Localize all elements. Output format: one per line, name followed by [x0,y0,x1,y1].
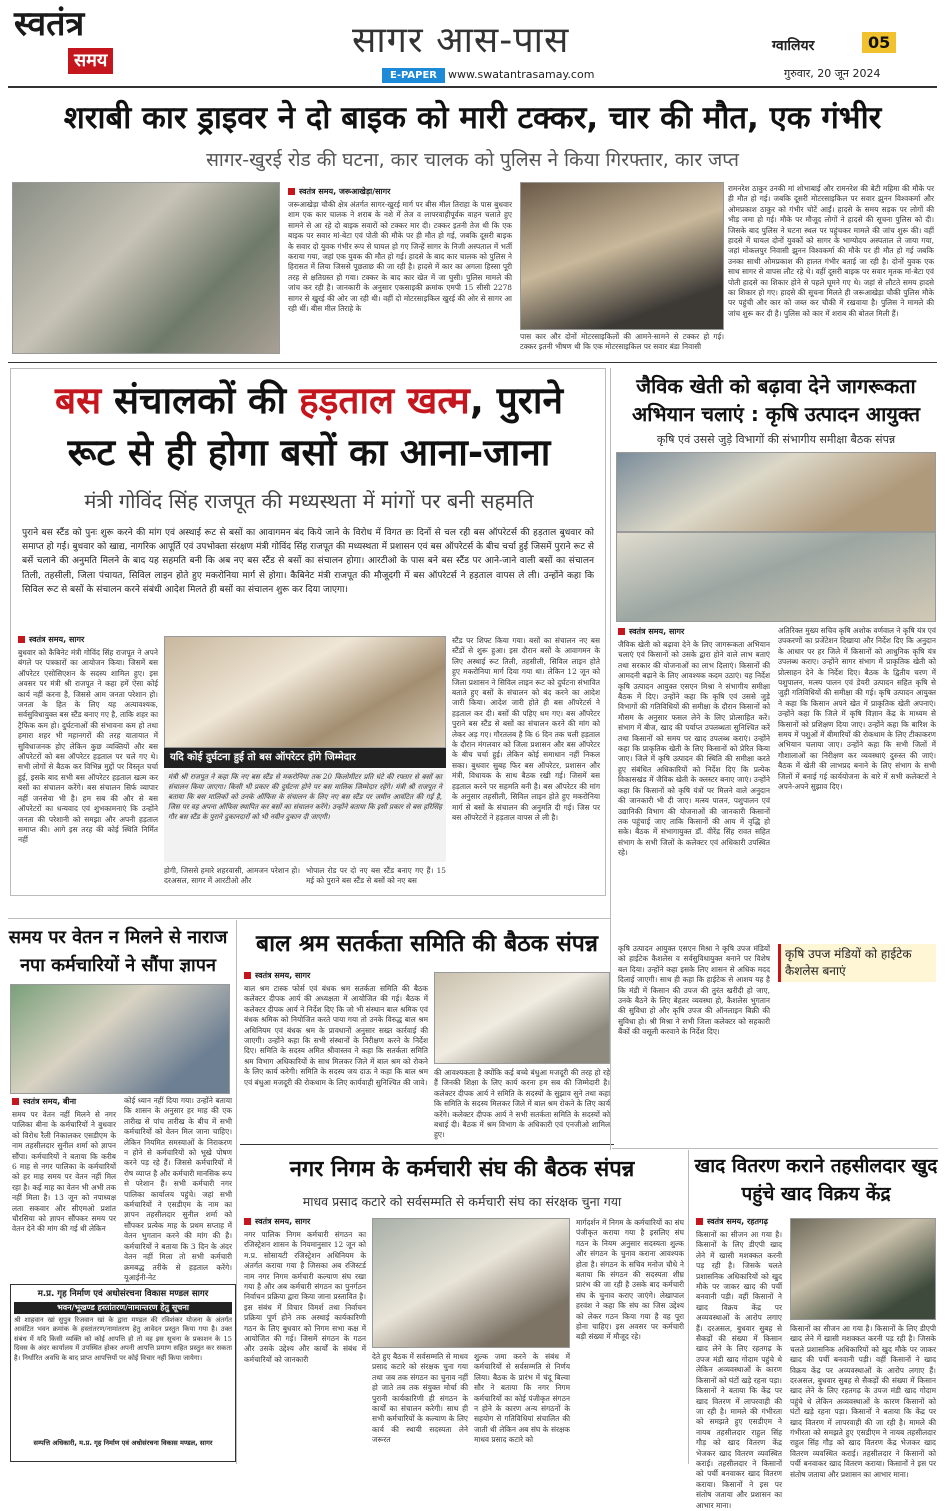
issue-date: गुरुवार, 20 जून 2024 [784,67,881,80]
story1-body-3: रामनरेश ठाकुर उनकी मां शोभाबाई और रामनरेश की बेटी महिमा की मौके पर ही मौत हो गई। जबकि दूसरी मोटरसाइकिल पर सवार झुनन विश्वकर्मा और ओमप्रकाश ठाकुर को गंभीर चोटें आईं। हादसे के समय सड़क पर लोगों की भीड़ जमा हो गई। मौके पर मौजूद लोगों ने हादसे की सूचना पुलिस को दी। जिसके बाद पुलिस ने घटना स्थल पर पहुंचकर मामले की जांच शुरू की। वहीं हादसे में घायल दोनों युवकों को सागर के भाग्योदय अस्पताल ले जाया गया, जहां मोकलपुर निवासी झुनन विश्वकर्मा की मौके पर ही मौत हो गई जबकि उनका साथी ओमप्रकाश की हालत गंभीर बताई जा रही है। दोनों युवक एक साथ सागर से वापस लौट रहे थे। वहीं दूसरी बाइक पर सवार मृतक मां-बेटा एवं पोती हादसे का शिकार होने से पहले घूमने गए थे। जहां से लौटते समय हादसे का शिकार हो गए। हादसे की सूचना मिलते ही जरूआखेड़ा चौकी पुलिस मौके पर पहुंची और कार को जब्त कर चौकी में रखवाया है। पुलिस ने मामले की जांच शुरू कर दी है। पुलिस को कार में शराब की बोतल मिली हैं। [728,184,934,318]
story2-photo-caption: यदि कोई दुर्घटना हुई तो बस ऑपरेटर होंगे जिम्मेदार [164,748,446,768]
story1-caption: पास कार और दोनों मोटरसाइकिलों की आमने-सामने से टक्कर हो गई। टक्कर इतनी भीषण थी कि एक मोटरसाइकिल पर सवार बंडा निवासी [520,332,724,352]
page-number: 05 [862,32,896,53]
story2-body-3: भोपाल रोड पर दो नए बस स्टैंड बनाए गए हैं। 15 मई को पुराने बस स्टैंड से बसों को नए बस [306,866,446,886]
story2-headline-red-1: बस [54,379,102,422]
story6-body-2: देते हुए बैठक में सर्वसम्मति से माधव प्रसाद कटारे को संरक्षक चुना गया तथा जब तक संगठन का चुनाव नहीं हो जाते तब तक संयुक्त मोर्चा की पुरानी कार्यकारिणी ही संगठन के कार्यों का संचालन करेगी। साथ ही सभी कर्मचारियों के कल्याण के लिए कार्य की स्थायी सदस्यता लेने जरूरत [372,1352,468,1445]
story7-photo [790,1218,936,1320]
byline-marker-icon [696,1218,703,1225]
story2-column-1 [18,634,158,892]
story1-headline: शराबी कार ड्राइवर ने दो बाइक को मारी टक्कर, चार की मौत, एक गंभीर [63,100,882,136]
story5-photo [434,972,610,1064]
story1-photo-accident [12,182,280,354]
story7-column-1 [696,1216,782,1510]
story2-body-2: होगी, जिससे हमारे शहरवासी, आमजन परेशान हो। दरअसल, सागर में आरटीओ और [164,866,300,886]
story5-headline: बाल श्रम सतर्कता समिति की बैठक संपन्न [256,931,598,957]
story2-headline-black-1: संचालकों की [101,379,299,422]
story6-body-1: नगर पालिक निगम कर्मचारी संगठन का रजिस्ट्रेशन शासन के नियमानुसार 12 जून को म.प्र. सोसायटी रजिस्ट्रेशन अधिनियम के अंतर्गत कराया गया है जिसका अब रजिस्टर्ड नाम नगर निगम कर्मचारी कल्याण संघ रखा गया है और अब कर्मचारी संगठन का पुनर्गठन निर्वाचन प्रक्रिया द्वारा किया जाना प्रस्तावित है। इस संबंध में विचार विमर्श तथा निर्वाचन प्रक्रिया पूर्ण होने तक अस्थाई कार्यकारिणी गठन के लिए बुधवार को निगम सभा कक्ष में आयोजित की गई। जिसमें संगठन के गठन और उसके उद्देश्य और कार्यों के संबंध में कर्मचारियों को जानकारी [244,1230,366,1364]
story6-photo [372,1218,570,1348]
byline-marker-icon [18,636,25,643]
story7-byline: स्वतंत्र समय, रहतगढ़ [696,1216,782,1227]
notice-footer: सम्पत्ति अधिकारी, म.प्र. गृह निर्माण एवं अधोसंरचना विकास मण्डल, सागर [33,1439,213,1447]
rule-vertical-1 [610,368,611,1150]
story7-body-2: किसानों का सीजन आ गया है। किसानों के लिए डीएपी खाद लेने में खासी मशक्कत करनी पड़ रही है। जिसके चलते प्रशासनिक अधिकारियों को खुद मौके पर जाकर खाद की पर्ची बनवानी पड़ी। वहीं किसानों ने खाद विक्रय केंद्र पर अव्यवस्थाओं के आरोप लगाए हैं। दरअसल, बुधवार सुबह से सैकड़ों की संख्या में किसान खाद लेने के लिए रहतगढ़ के उपज मंडी खाद गोदाम पहुंचे थे लेकिन अव्यवस्थाओं के कारण किसानों को घंटों खड़े रहना पड़ा। किसानों ने बताया कि केंद्र पर खाद वितरण में लापरवाही की जा रही है। मामले की गंभीरता को समझते हुए एसडीएम ने नायब तहसीलदार राहुल सिंह गौड़ को खाद वितरण केंद्र भेजकर खाद वितरण व्यवस्थित कराई। तहसीलदार ने किसानों को पर्ची बनवाकर खाद वितरण कराया। किसानों ने इस पर संतोष जताया और प्रशासन का आभार माना। [790,1324,936,1479]
story6-body-4: मार्गदर्शन में निगम के कर्मचारियों का संघ पंजीकृत कराया गया है इसलिए संघ गठन के नियम अनुसार सदस्यता शुल्क और संगठन के चुनाव कराना आवश्यक होता है। संगठन के सचिव मनोज चौधे ने बताया कि संगठन की सदस्यता शीघ्र प्रारंभ की जा रही है उसके बाद कर्मचारी संघ के चुनाव कराए जाएंगे। लेखापाल हरवंश ने कहा कि संघ का जिस उद्देश्य को लेकर गठन किया गया है वह पूरा होना चाहिए। इस अवसर पर कर्मचारी बड़ी संख्या में मौजूद रहे। [576,1218,684,1342]
epaper-badge: E-PAPER [382,68,445,83]
story3-byline: स्वतंत्र समय, सागर [618,626,770,637]
rule-horizontal-1 [8,918,610,919]
story1-column-1 [288,186,512,356]
story6-headline: नगर निगम के कर्मचारी संघ की बैठक संपन्न [289,1157,635,1182]
story6-byline: स्वतंत्र समय, सागर [244,1216,366,1227]
story4-headline: समय पर वेतन न मिलने से नाराज नपा कर्मचारियों ने सौंपा ज्ञापन [8,927,228,976]
story2-headline-black-2: , पुराने [469,379,564,422]
story7-headline: खाद वितरण कराने तहसीलदार खुद पहुंचे खाद विक्रय केंद्र [694,1155,938,1205]
story4-body-1: समय पर वेतन नहीं मिलने से नगर पालिका बीना के कर्मचारियों ने बुधवार को विरोध रैली निकालकर एसडीएम के नाम तहसीलदार सुनील शर्मा को ज्ञापन सौंपा। कर्मचारियों ने बताया कि करीब 6 माह से नगर पालिका के कर्मचारियों को हर माह समय पर वेतन नहीं मिल रहा है। कई माह का वेतन भी अभी तक नहीं मिला है। 13 जून को नपाध्यक्ष लता सकवार और सीएमओ प्रशांत चौरसिया को ज्ञापन सौंपकर समय पर वेतन देने की मांग की गई थी लेकिन [12,1110,116,1234]
story3-box-title: कृषि उपज मंडियों को हाईटेक कैशलेस बनाएं [778,944,936,982]
story5-body-1: बाल श्रम टास्क फोर्स एवं बंधक श्रम सतर्कता समिति की बैठक कलेक्टर दीपक आर्य की अध्यक्षता में आयोजित की गई। बैठक में कलेक्टर दीपक आर्य ने निर्देश दिए कि जो भी संस्थान बाल श्रमिक एवं बंधक श्रमिक को नियोजित करते पाया गया तो उनके विरुद्ध बाल श्रम अधिनियम एवं बंधक श्रम के प्रावधानों अनुसार सख्त कार्रवाई की जाएगी। उन्होंने कहा कि सभी संस्थानों के निरीक्षण करने के निर्देश दिए। समिति के सदस्य अमित श्रीवास्तव ने कहा कि सतर्कता समिति श्रम विभाग अधिकारियों के साथ मिलकर जिले में बाल श्रम को रोकने के लिए कार्य करेगी। समिति के सदस्य जय दाऊ ने कहा कि बाल श्रम एवं बंधुआ मजदूरी की रोकथाम के लिए कार्यवाही सुनिश्चित की जावे। [244,984,428,1087]
story3-body-2: अतिरिक्त मुख्य सचिव कृषि अशोक वर्णवाल ने कृषि यंत्र एवं उपकरणों का प्रजेंटेशन दिखाया और निर्देश दिए कि अनुदान के आधार पर हर जिले में किसानों को आधुनिक कृषि यंत्र उपलब्ध कराए। उन्होंने सागर संभाग में प्राकृतिक खेती को प्रोत्साहन देने के निर्देश दिए। बैठक के द्वितीय चरण में पशुपालन, मत्स्य पालन एवं डेयरी उत्पादन सहित कृषि से जुड़ी गतिविधियों की समीक्षा की गई। कृषि उत्पादन आयुक्त ने कहा कि किसान अपने खेत में प्राकृतिक खेती अपनाएं। उन्होंने कहा कि जिले में कृषि विज्ञान केंद्र के माध्यम से किसानों को प्रशिक्षण दिया जाए। उन्होंने कहा कि बारिश के समय में पशुओं में बीमारियों की रोकथाम के लिए टीकाकरण अभियान चलाया जाए। उन्होंने कहा कि सभी जिलों में गौशालाओं का निरीक्षण कर व्यवस्थाएं दुरुस्त की जाएं। बैठक में खेती की लाभप्रद बनाने के लिए संभाग के सभी जिलों में बनाई गई कार्ययोजना के बारे में सभी कलेक्टरों ने अपने-अपने सुझाव दिए। [778,626,936,792]
divider-1 [8,362,937,363]
story7-body-1: किसानों का सीजन आ गया है। किसानों के लिए डीएपी खाद लेने में खासी मशक्कत करनी पड़ रही है। जिसके चलते प्रशासनिक अधिकारियों को खुद मौके पर जाकर खाद की पर्ची बनवानी पड़ी। वहीं किसानों ने खाद विक्रय केंद्र पर अव्यवस्थाओं के आरोप लगाए हैं। दरअसल, बुधवार सुबह से सैकड़ों की संख्या में किसान खाद लेने के लिए रहतगढ़ के उपज मंडी खाद गोदाम पहुंचे थे लेकिन अव्यवस्थाओं के कारण किसानों को घंटों खड़े रहना पड़ा। किसानों ने बताया कि केंद्र पर खाद वितरण में लापरवाही की जा रही है। मामले की गंभीरता को समझते हुए एसडीएम ने नायब तहसीलदार राहुल सिंह गौड़ को खाद वितरण केंद्र भेजकर खाद वितरण व्यवस्थित कराई। तहसीलदार ने किसानों को पर्ची बनवाकर खाद वितरण कराया। किसानों ने इस पर संतोष जताया और प्रशासन का आभार माना। [696,1230,782,1510]
story3-body-1: जैविक खेती को बढ़ावा देने के लिए जागरूकता अभियान चलाएं एवं किसानों को उसके द्वारा होने वाले लाभ बताएं तथा सरकार की योजनाओं का लाभ दिलाएं। किसानों की आमदनी बढ़ाने के लिए आवश्यक कदम उठाएं। यह निर्देश कृषि उत्पादन आयुक्त एसएन मिश्रा ने संभागीय समीक्षा बैठक में दिए। उन्होंने कहा कि कृषि एवं उससे जुड़े विभागों की गतिविधियों की समीक्षा के दौरान किसानों को मौसम के अनुसार फसल लेने के लिए प्रोत्साहित करें। संभाग में बीज, खाद की पर्याप्त उपलब्धता सुनिश्चित करें तथा किसानों को समय पर खाद उपलब्ध कराएं। उन्होंने कहा कि प्राकृतिक खेती के लिए किसानों को प्रेरित किया जाए। जिले में कृषि उत्पादन की स्थिति की समीक्षा करते हुए संबंधित अधिकारियों को निर्देश दिए कि प्रत्येक विकासखंड में जैविक खेती के क्लस्टर बनाए जाएं। उन्होंने कहा कि किसानों को कृषि यंत्रों पर मिलने वाले अनुदान की जानकारी भी दी जाए। मत्स्य पालन, पशुपालन एवं उद्यानिकी विभाग की योजनाओं की जानकारी किसानों तक पहुंचाई जाए ताकि किसानों की आय में वृद्धि हो सके। बैठक में संभागायुक्त डॉ. वीरेंद्र सिंह रावत सहित संभाग के सभी जिलों के कलेक्टर एवं अधिकारी उपस्थित रहे। [618,640,770,858]
story2-body-1: बुधवार को कैबिनेट मंत्री गोविंद सिंह राजपूत ने अपने बंगले पर पत्रकारों का आयोजन किया। जिसमें बस ऑपरेटर एसोसिएशन के सदस्य शामिल हुए। इस अवसर पर मंत्री श्री राजपूत ने कहा हमें ऐसा कोई कार्य नहीं करना है, जिससे आम जनता परेशान हो। जनता के हित के लिए यह अत्यावश्यक, सर्वसुविधायुक्त बस स्टैंड बनाए गए है, ताकि शहर का ट्रैफिक कम हो। दुर्घटनाओं की संभावना कम हो तथा हमारा शहर भी महानगरों की तरह यातायात में सुविधाजनक होए लेकिन कुछ व्यक्तियों और बस ऑपरेटरों को बस ऑपरेटर हड़ताल पर चले गए थे। सभी लोगों से बैठक कर विभिन्न मुद्दों पर विस्तृत चर्चा हुई, इसके बाद सभी बस ऑपरेटर हड़ताल खत्म कर बसों का संचालन करेंगे। बस संचालन सिर्फ व्यापार नहीं जनसेवा भी है। हम सब की और से बस ऑपरेटरों का धन्यवाद एवं शुभकामनाएं कि उन्होंने जनता की परेशानी को समझा और अपनी हड़ताल समाप्त की। आगे इस तरह की कोई स्थिति निर्मित नहीं [18,648,158,845]
byline-marker-icon [244,972,251,979]
story3-subhead: कृषि एवं उससे जुड़े विभागों की संभागीय समीक्षा बैठक संपन्न [656,433,896,446]
logo [14,4,124,82]
rule-vertical-3 [688,1150,689,1464]
byline-marker-icon [12,1098,19,1105]
story1-photo-car [520,182,724,330]
byline-marker-icon [244,1218,251,1225]
story2-byline: स्वतंत्र समय, सागर [18,634,158,645]
story1-body-1: जरूआखेड़ा चौकी क्षेत्र अंतर्गत सागर-खुरई मार्ग पर बीस मील तिराहा के पास बुधवार शाम एक कार चालक ने शराब के नशे में तेज व लापरवाहीपूर्वक वाहन चलाते हुए सामने से आ रहे दो बाइक सवारों को टक्कर मार दी। टक्कर इतनी तेज थी कि एक बाइक पर सवार मां-बेटा एवं पोती की मौके पर ही मौत हो गई, जबकि दूसरी बाइक के सवार दो युवक गंभीर रूप से घायल हो गए जिन्हें सागर के निजी अस्पताल में भर्ती कराया गया, जहां एक युवक की मौत हो गई। हादसे के बाद कार चालक को पुलिस ने हिरासत में लिया जिससे पूछताछ की जा रही है। हादसे में कार का अगला हिस्सा पूरी तरह से क्षतिग्रस्त हो गया। टक्कर के बाद कार खेत में जा घुसी। पुलिस मामले की जांच कर रही है। जानकारी के अनुसार एकसाइकी क्रमांक एमपी 15 सीसी 2278 सागर से खुरई की ओर जा रही थी। वहीं दो मोटरसाइकिल खुरई की ओर से सागर आ रही थीं। बीस मील तिराहे के [288,200,512,314]
notice-title: म.प्र. गृह निर्माण एवं अधोसंरचना विकास मण्डल सागर [37,1289,209,1299]
story2-headline-line1 [16,376,602,426]
story1-subhead: सागर-खुरई रोड की घटना, कार चालक को पुलिस ने किया गिरफ्तार, कार जप्त [206,149,739,171]
story6-body-3: शुल्क जमा करने के संबंध में कर्मचारियों से सर्वसम्मति से निर्णय लिया। बैठक के प्रारंभ में चंदू बिल्वा सौर ने बताया कि नगर निगम कर्मचारियों का कोई पंजीकृत संगठन न होने के कारण अन्य संगठनों के सहयोग से गतिविधियां संचालित की जाती थी लेकिन अब संघ के संरक्षक माधव प्रसाद कटारे को [474,1352,570,1445]
story6-subhead: माधव प्रसाद कटारे को सर्वसम्मति से कर्मचारी संघ का संरक्षक चुना गया [302,1194,622,1209]
story1-byline: स्वतंत्र समय, जरूआखेड़ा/सागर [288,186,512,197]
story4-byline: स्वतंत्र समय, बीना [12,1096,116,1107]
story6-column-1 [244,1216,366,1462]
story5-body-2: की आवश्यकता है क्योंकि कई बच्चे बंधुआ मजदूरी की तरह हो रहे हैं जिनकी शिक्षा के लिए कार्य करना हम सब की जिम्मेदारी है। कलेक्टर दीपक आर्य ने समिति के सदस्यों के सुझाव सुने तथा कहा कि समिति के सदस्य मिलकर जिले में बाल श्रम रोकने के लिए कार्य करेंगे। कलेक्टर दीपक आर्य ने सभी सतर्कता समिति के सदस्यों को बधाई दी। बैठक में श्रम विभाग के अधिकारी एवं एनजीओ शामिल हुए। [434,1068,610,1140]
story5-column-1 [244,970,428,1138]
story4-body-2-visible: कोई ध्यान नहीं दिया गया। उन्होंने बताया कि शासन के अनुसार हर माह की एक तारीख से पांच तारीख के बीच में सभी कर्मचारियों को वेतन मिल जाना चाहिए। लेकिन नियमित समस्याओं के निराकरण न होने से कर्मचारियों को भूखे पोषण करने पड़ रहे हैं। जिससे कर्मचारियों में रोष व्याप्त है और कर्मचारी मानसिक रूप से परेशान हैं। सभी कर्मचारी नगर पालिका कार्यालय पहुंचे। जहां सभी कर्मचारियों ने एसडीएम के नाम का ज्ञापन तहसीलदार सुनील शर्मा को सौंपकर प्रत्येक माह के प्रथम सप्ताह में वेतन भुगतान करने की मांग की है। कर्मचारियों ने बताया कि 3 दिन के अंदर वेतन नहीं मिला तो सभी कर्मचारी क्रमबद्ध तरीके से हड़ताल करेंगे। यूआईनी-नेट [124,1096,232,1282]
story2-headline-red-2: हड़ताल खत्म [298,379,470,422]
story2-headline-line2: रूट से ही होगा बसों का आना-जाना [67,431,551,474]
story4-notice [10,1284,236,1462]
story3-photo-top [616,452,936,532]
divider-2 [240,1144,614,1145]
story4-column-1 [12,1096,116,1278]
story5-byline: स्वतंत्र समय, सागर [244,970,428,981]
notice-subtitle: भवन/भूखण्ड हस्तांतरण/नामान्तरण हेतु सूचना [14,1302,232,1314]
byline-marker-icon [618,628,625,635]
story3-box [618,944,938,1152]
website-link[interactable]: www.swatantrasamay.com [448,68,595,81]
story2-subhead: मंत्री गोविंद सिंह राजपूत की मध्यस्थता में मांगों पर बनी सहमति [84,489,534,513]
byline-marker-icon [288,188,295,195]
story4-photo [10,984,230,1094]
story2-body-4: स्टैंड पर शिफ्ट किया गया। बसों का संचालन नए बस स्टैंडों से शुरू हुआ। इस दौरान बसों के आवागमन के लिए अस्थाई रूट तिली, तहसीली, सिविल लाइन होते हुए मकरोनिया मार्ग दिया गया था। लेकिन 12 जून को जिला प्रशासन ने सिविल लाइन रूट को दुर्घटना संभावित बताते हुए बसों के संचालन को बंद करने का आदेश जारी किया। आदेश जारी होते ही बस ऑपरेटर्स ने हड़ताल कर दी। बसों की पहिए थम गए। बस ऑपरेटर पुराने बस स्टैंड से बसों का संचालन करने की मांग को लेकर अड़ गए। गौरतलब है कि 6 दिन तक चली हड़ताल के दौरान मंगलवार को जिला प्रशासन और बस ऑपरेटर के बीच चर्चा हुई। लेकिन कोई समाधान नहीं निकल सका। बुधवार सुबह फिर बस ऑपरेटर, प्रशासन और मंत्री, विधायक के साथ बैठक रखी गई। जिसमें बस हड़ताल करने पर सहमति बनी है। बस ऑपरेटर की मांग के अनुसार तहसीली, सिविल लाइन होते हुए मकरोनिया मार्ग से बसों के संचालन की अनुमति दी गई। जिस पर बस ऑपरेटरों ने हड़ताल वापस ले ली है। [452,636,600,822]
rule-vertical-2 [236,920,237,1464]
logo-bottom: समय [68,48,113,74]
story3-photo-bottom [616,532,936,622]
story2-intro: पुराने बस स्टैंड को पुनः शुरू करने की मांग एवं अस्थाई रूट से बसों का आवागमन बंद किये जाने के विरोध में विगत छः दिनों से चल रही बस ऑपरेटर्स की हड़ताल बुधवार को समाप्त हो गई। बुधवार को खाद्य, नागरिक आपूर्ति एवं उपभोक्ता संरक्षण मंत्री गोविंद सिंह राजपूत की मध्यस्थता में प्रशासन एवं बस ऑपरेटर्स के बीच चर्चा हुई जिसमें पुराने रूट से बसें चलाने की अनुमति मिलने के बाद यह सहमति बनी कि अब नए बस स्टैंड से बसों का संचालन होगा। आरटीओ के पास बने बस स्टैंड पर आने-जाने वाली बसों का संचालन तिली, तहसीली, जिला पंचायत, सिविल लाइन होते हुए मकरोनिया मार्ग से होगा। कैबिनेट मंत्री राजपूत की मौजूदगी में बस ऑपरेटर्स ने हड़ताल वापस ले ली। उन्होंने कहा कि सिविल रूट से बसों के संचालन करने संबंधी आदेश मिलते ही बसों का संचालन शुरू कर दिया जाएगा। [22,528,594,595]
masthead [0,0,945,88]
story3-column-1 [618,626,770,940]
story3-box-text: कृषि उत्पादन आयुक्त एसएन मिश्रा ने कृषि उपज मंडियों को हाईटेक कैशलेस व सर्वसुविधायुक्त बनाने पर विशेष बल दिया। उन्होंने कहा इसके लिए शासन से अधिक मदद दिलाई जाएगी। साथ ही कहा कि हाईटेक से आशय यह है कि मंडी में किसान की उपज की तुरंत खरीदी हो जाए, उनके बैठने के लिए बेहतर व्यवस्था हो, कैशलेस भुगतान की सुविधा हो और कृषि उपज की ऑनलाइन बिक्री की सुविधा हो। श्री मिश्रा ने सभी जिला कलेक्टर को सहकारी बैंकों की वसूली करवाने के निर्देश दिए। [618,944,770,1037]
logo-top: स्वतंत्र [14,4,85,44]
masthead-divider [8,86,937,88]
story2-quote: मंत्री श्री राजपूत ने कहा कि नए बस स्टैंड से मकरोनिया तक 20 किलोमीटर प्रति घंटे की रफ्तार से बसों का संचालन किया जाएगा। किसी भी प्रकार की दुर्घटना होने पर बस मालिक जिम्मेदार रहेंगे। मंत्री श्री राजपूत ने बताया कि बस मालिकों को उनके ऑफिस के संचालन के लिए नए बस स्टैंड पर जमीन आवंटित की गई है, जिस पर वह अपना ऑफिस स्थापित कर बसों का संचालन करेंगे। उन्होंने बताया कि इसी प्रकार से बस हरिसिंह गौर बस स्टैंड के पुराने दुकानदारों को भी नवीन दुकान दी जाएगी। [164,770,446,862]
rule-horizontal-2 [612,1148,938,1149]
story3-headline: जैविक खेती को बढ़ावा देने जागरूकता अभियान चलाएं : कृषि उत्पादन आयुक्त [632,374,920,426]
section-title: सागर आस-पास [352,20,570,61]
notice-body: श्री शाहवान खां सुपुत्र रिजवान खां के द्वारा मण्डल की रविशंकर योजना के अंतर्गत आवंटित भवन क्रमांक के हस्तांतरण/नामांतरण हेतु आवेदन प्रस्तुत किया गया है। उक्त संबंध में यदि किसी व्यक्ति को कोई आपत्ति हो तो वह इस सूचना के प्रकाशन के 15 दिवस के अंदर कार्यालय में उपस्थित होकर अपनी आपत्ति प्रमाण सहित प्रस्तुत कर सकता है। निर्धारित अवधि के बाद प्राप्त आपत्तियों पर कोई विचार नहीं किया जायेगा। [14,1316,232,1362]
city-label: ग्वालियर [772,38,815,54]
story2-photo-meeting [164,636,446,748]
